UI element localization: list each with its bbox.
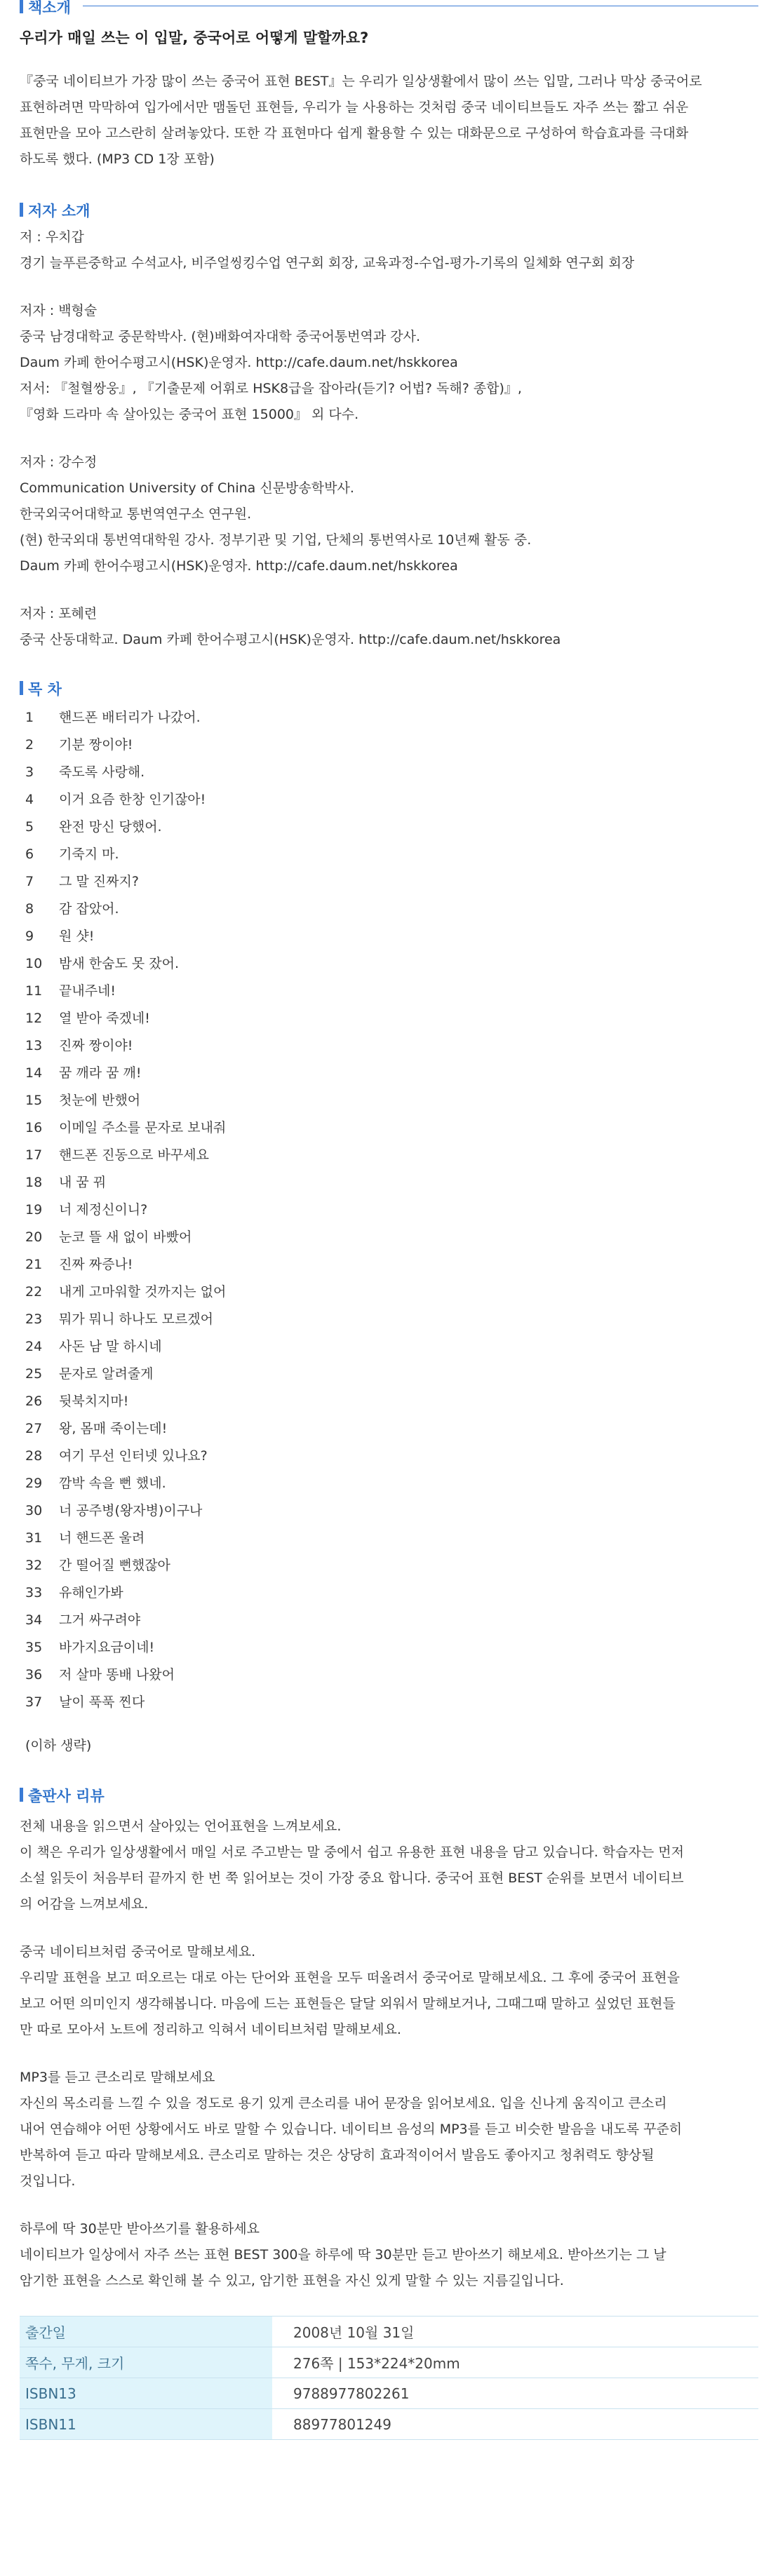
info-row xyxy=(20,2378,758,2409)
section-marker xyxy=(20,681,23,695)
toc-number: 28 xyxy=(25,1448,43,1464)
toc-number: 21 xyxy=(25,1257,43,1272)
toc-title: 내 꿈 꿔 xyxy=(59,1175,107,1190)
toc-number: 33 xyxy=(25,1585,43,1600)
toc-title: 뭐가 뭐니 하나도 모르겠어 xyxy=(59,1311,214,1327)
toc-item xyxy=(25,814,758,841)
toc-item xyxy=(25,1279,758,1306)
toc-item xyxy=(25,1415,758,1443)
toc-item xyxy=(25,1579,758,1607)
review-paragraph xyxy=(20,2065,758,2194)
toc-item xyxy=(25,1552,758,1579)
author-line: Daum 카페 한어수평고시(HSK)운영자. http://cafe.daum.net/hskkorea xyxy=(20,558,458,574)
toc-item xyxy=(25,1251,758,1279)
toc-number: 7 xyxy=(25,874,34,889)
toc-title: 진짜 짱이야! xyxy=(59,1038,133,1053)
author-line: 저자 : 강수정 xyxy=(20,454,98,470)
toc-number: 22 xyxy=(25,1284,43,1300)
toc-title: 날이 푹푹 찐다 xyxy=(59,1694,145,1710)
author-line: 한국외국어대학교 통번역연구소 연구원. xyxy=(20,506,252,522)
author-entry xyxy=(20,450,758,579)
toc-number: 10 xyxy=(25,956,43,971)
section-title: 목 차 xyxy=(28,681,62,698)
toc-item xyxy=(25,1470,758,1497)
review-line: 만 따로 모아서 노트에 정리하고 익혀서 네이티브처럼 말해보세요. xyxy=(20,2022,401,2037)
intro-lead: 우리가 매일 쓰는 이 입말, 중국어로 어떻게 말할까요? xyxy=(20,29,369,46)
toc-title: 이메일 주소를 문자로 보내줘 xyxy=(59,1120,227,1135)
author-line: (현) 한국외대 통번역대학원 강사. 정부기관 및 기업, 단체의 통번역사로 10년째 활동 중. xyxy=(20,532,532,548)
review-heading: 하루에 딱 30분만 받아쓰기를 활용하세요 xyxy=(20,2221,260,2237)
toc-number: 11 xyxy=(25,983,43,999)
toc-item xyxy=(25,1634,758,1661)
toc-number: 6 xyxy=(25,847,34,862)
review-body xyxy=(20,1814,758,2294)
review-line: 우리말 표현을 보고 떠오르는 대로 아는 단어와 표현을 모두 떠올려서 중국어로 말해보세요. 그 후에 중국어 표현을 xyxy=(20,1970,680,1985)
toc-item xyxy=(25,1333,758,1361)
toc-title: 왕, 몸매 죽이는데! xyxy=(59,1421,168,1436)
intro-line: 하도록 했다. (MP3 CD 1장 포함) xyxy=(20,151,215,167)
toc-title: 첫눈에 반했어 xyxy=(59,1093,141,1108)
info-value: 276쪽 | 153*224*20mm xyxy=(272,2347,758,2378)
toc-item xyxy=(25,1443,758,1470)
toc-number: 34 xyxy=(25,1612,43,1628)
toc-title: 바가지요금이네! xyxy=(59,1640,155,1655)
toc-item xyxy=(25,950,758,978)
info-row xyxy=(20,2347,758,2378)
toc-list xyxy=(20,704,758,1716)
toc-item xyxy=(25,759,758,786)
info-row xyxy=(20,2317,758,2347)
toc-number: 24 xyxy=(25,1339,43,1354)
toc-item xyxy=(25,1607,758,1634)
toc-title: 핸드폰 배터리가 나갔어. xyxy=(59,710,201,725)
section-title: 출판사 리뷰 xyxy=(28,1788,105,1805)
toc-number: 16 xyxy=(25,1120,43,1135)
toc-number: 12 xyxy=(25,1011,43,1026)
review-paragraph xyxy=(20,1939,758,2043)
toc-item xyxy=(25,1306,758,1333)
review-heading: MP3를 듣고 큰소리로 말해보세요 xyxy=(20,2070,215,2085)
section-review-header xyxy=(20,1781,758,1805)
toc-number: 26 xyxy=(25,1394,43,1409)
toc-item xyxy=(25,1388,758,1415)
intro-line: 『중국 네이티브가 가장 많이 쓰는 중국어 표현 BEST』는 우리가 일상생활에서 많이 쓰는 입말, 그러나 막상 중국어로 xyxy=(20,74,702,89)
section-marker xyxy=(20,0,23,13)
author-list xyxy=(20,224,758,653)
info-value: 2008년 10월 31일 xyxy=(272,2317,758,2347)
info-label: ISBN11 xyxy=(20,2409,272,2440)
toc-number: 8 xyxy=(25,901,34,917)
toc-title: 너 핸드폰 울려 xyxy=(59,1530,145,1546)
toc-title: 핸드폰 진동으로 바꾸세요 xyxy=(59,1147,209,1163)
toc-title: 열 받아 죽겠네! xyxy=(59,1011,150,1026)
review-line: 네이티브가 일상에서 자주 쓰는 표현 BEST 300을 하루에 딱 30분만 듣고 받아쓰기 해보세요. 받아쓰기는 그 날 xyxy=(20,2247,666,2263)
toc-title: 죽도록 사랑해. xyxy=(59,764,145,780)
toc-title: 뒷북치지마! xyxy=(59,1394,129,1409)
toc-title: 간 떨어질 뻔했잖아 xyxy=(59,1558,170,1573)
intro-body xyxy=(20,69,758,173)
toc-title: 꿈 깨라 꿈 깨! xyxy=(59,1065,142,1081)
review-paragraph xyxy=(20,2216,758,2294)
toc-number: 1 xyxy=(25,710,34,725)
toc-title: 눈코 뜰 새 없이 바빴어 xyxy=(59,1229,192,1245)
toc-title: 저 살마 똥배 나왔어 xyxy=(59,1667,175,1683)
toc-item xyxy=(25,868,758,896)
section-marker xyxy=(20,203,23,217)
intro-line: 표현만을 모아 고스란히 살려놓았다. 또한 각 표현마다 쉽게 활용할 수 있는 대화문으로 구성하여 학습효과를 극대화 xyxy=(20,126,689,141)
toc-number: 31 xyxy=(25,1530,43,1546)
author-line: 저자 : 포혜련 xyxy=(20,606,98,621)
toc-title: 유해인가봐 xyxy=(59,1585,123,1600)
toc-number: 14 xyxy=(25,1065,43,1081)
review-paragraph xyxy=(20,1814,758,1917)
author-line: 중국 남경대학교 중문학박사. (현)배화여자대학 중국어통번역과 강사. xyxy=(20,329,421,344)
review-line: 자신의 목소리를 느낄 수 있을 정도로 용기 있게 큰소리를 내어 문장을 읽어보세요. 입을 신나게 움직이고 큰소리 xyxy=(20,2096,667,2111)
toc-item xyxy=(25,1005,758,1032)
author-line: 저서: 『철혈쌍웅』, 『기출문제 어휘로 HSK8급을 잡아라(듣기? 어법? 독해? 종합)』, xyxy=(20,381,522,396)
section-toc-header xyxy=(20,675,758,699)
toc-number: 2 xyxy=(25,737,34,753)
toc-title: 진짜 짜증나! xyxy=(59,1257,133,1272)
author-line: 『영화 드라마 속 살아있는 중국어 표현 15000』 외 다수. xyxy=(20,407,359,422)
toc-title: 너 공주병(왕자병)이구나 xyxy=(59,1503,203,1518)
toc-number: 9 xyxy=(25,929,34,944)
toc-item xyxy=(25,1497,758,1525)
review-line: 암기한 표현을 스스로 확인해 볼 수 있고, 암기한 표현을 자신 있게 말할 수 있는 지름길입니다. xyxy=(20,2273,564,2288)
toc-title: 이거 요즘 한창 인기잖아! xyxy=(59,792,206,807)
info-row xyxy=(20,2409,758,2440)
toc-item xyxy=(25,786,758,814)
intro-line: 표현하려면 막막하여 입가에서만 맴돌던 표현들, 우리가 늘 사용하는 것처럼 중국 네이티브들도 자주 쓰는 짧고 쉬운 xyxy=(20,100,689,115)
author-entry xyxy=(20,601,758,653)
author-line: 경기 늘푸른중학교 수석교사, 비주얼씽킹수업 연구회 회장, 교육과정-수업-평가-기록의 일체화 연구회 회장 xyxy=(20,255,635,271)
toc-title: 감 잡았어. xyxy=(59,901,119,917)
toc-number: 18 xyxy=(25,1175,43,1190)
toc-title: 완전 망신 당했어. xyxy=(59,819,162,835)
toc-title: 깜박 속을 뻔 했네. xyxy=(59,1476,166,1491)
review-line: 의 어감을 느껴보세요. xyxy=(20,1896,149,1912)
author-line: 저자 : 백형술 xyxy=(20,303,98,318)
review-line: 것입니다. xyxy=(20,2173,76,2189)
toc-item xyxy=(25,1661,758,1689)
toc-item xyxy=(25,1196,758,1224)
toc-item xyxy=(25,704,758,731)
toc-number: 32 xyxy=(25,1558,43,1573)
section-title: 책소개 xyxy=(28,0,71,16)
toc-number: 37 xyxy=(25,1694,43,1710)
toc-number: 13 xyxy=(25,1038,43,1053)
author-entry xyxy=(20,298,758,428)
toc-number: 27 xyxy=(25,1421,43,1436)
toc-title: 기분 짱이야! xyxy=(59,737,133,753)
toc-number: 30 xyxy=(25,1503,43,1518)
info-value: 9788977802261 xyxy=(272,2378,758,2409)
toc-title: 여기 무선 인터넷 있나요? xyxy=(59,1448,208,1464)
author-line: Daum 카페 한어수평고시(HSK)운영자. http://cafe.daum.net/hskkorea xyxy=(20,355,458,370)
toc-number: 3 xyxy=(25,764,34,780)
toc-item xyxy=(25,1142,758,1169)
toc-item xyxy=(25,1525,758,1552)
toc-number: 20 xyxy=(25,1229,43,1245)
toc-title: 원 샷! xyxy=(59,929,95,944)
toc-number: 15 xyxy=(25,1093,43,1108)
review-line: 이 책은 우리가 일상생활에서 매일 서로 주고받는 말 중에서 쉽고 유용한 표현 내용을 담고 있습니다. 학습자는 먼저 xyxy=(20,1845,684,1860)
review-line: 내어 연습해야 어떤 상황에서도 바로 말할 수 있습니다. 네이티브 음성의 MP3를 듣고 비슷한 발음을 내도록 꾸준히 xyxy=(20,2122,683,2137)
toc-item xyxy=(25,1032,758,1060)
author-entry xyxy=(20,224,758,276)
author-line: 중국 산동대학교. Daum 카페 한어수평고시(HSK)운영자. http://cafe.daum.net/hskkorea xyxy=(20,632,561,647)
toc-title: 그 말 진짜지? xyxy=(59,874,139,889)
info-label: ISBN13 xyxy=(20,2378,272,2409)
toc-item xyxy=(25,1169,758,1196)
author-line: 저 : 우치갑 xyxy=(20,229,84,245)
review-heading: 중국 네이티브처럼 중국어로 말해보세요. xyxy=(20,1944,256,1960)
toc-item xyxy=(25,896,758,923)
toc-ellipsis: (이하 생략) xyxy=(25,1738,92,1753)
info-label: 출간일 xyxy=(20,2317,272,2347)
toc-item xyxy=(25,1060,758,1087)
author-line: Communication University of China 신문방송학박사. xyxy=(20,480,354,496)
toc-number: 35 xyxy=(25,1640,43,1655)
review-line: 소설 읽듯이 처음부터 끝까지 한 번 쭉 읽어보는 것이 가장 중요 합니다. 중국어 표현 BEST 순위를 보면서 네이티브 xyxy=(20,1870,684,1886)
section-author-header xyxy=(20,196,758,220)
section-title: 저자 소개 xyxy=(28,203,90,220)
toc-number: 23 xyxy=(25,1311,43,1327)
info-label: 쪽수, 무게, 크기 xyxy=(20,2347,272,2378)
review-line: 반복하여 듣고 따라 말해보세요. 큰소리로 말하는 것은 상당히 효과적이어서 발음도 좋아지고 청취력도 향상될 xyxy=(20,2147,655,2163)
toc-item xyxy=(25,1224,758,1251)
section-marker xyxy=(20,1788,23,1802)
toc-number: 25 xyxy=(25,1366,43,1382)
toc-title: 밤새 한숨도 못 잤어. xyxy=(59,956,179,971)
toc-title: 그거 싸구려야 xyxy=(59,1612,141,1628)
toc-title: 사돈 남 말 하시네 xyxy=(59,1339,162,1354)
toc-number: 4 xyxy=(25,792,34,807)
toc-item xyxy=(25,841,758,868)
toc-number: 36 xyxy=(25,1667,43,1683)
review-heading: 전체 내용을 읽으면서 살아있는 언어표현을 느껴보세요. xyxy=(20,1819,342,1834)
toc-number: 29 xyxy=(25,1476,43,1491)
toc-number: 19 xyxy=(25,1202,43,1218)
review-line: 보고 어떤 의미인지 생각해봅니다. 마음에 드는 표현들은 달달 외워서 말해보거나, 그때그때 말하고 싶었던 표현들 xyxy=(20,1996,676,2011)
toc-number: 17 xyxy=(25,1147,43,1163)
toc-number: 5 xyxy=(25,819,34,835)
section-intro-header xyxy=(20,0,758,17)
toc-title: 기죽지 마. xyxy=(59,847,119,862)
info-value: 88977801249 xyxy=(272,2409,758,2440)
toc-item xyxy=(25,978,758,1005)
toc-item xyxy=(25,1689,758,1716)
toc-item xyxy=(25,1361,758,1388)
toc-item xyxy=(25,731,758,759)
toc-title: 내게 고마워할 것까지는 없어 xyxy=(59,1284,227,1300)
book-info-table xyxy=(20,2316,758,2440)
toc-item xyxy=(25,1114,758,1142)
toc-title: 끝내주네! xyxy=(59,983,116,999)
toc-item xyxy=(25,923,758,950)
toc-title: 문자로 알려줄게 xyxy=(59,1366,154,1382)
toc-title: 너 제정신이니? xyxy=(59,1202,148,1218)
toc-item xyxy=(25,1087,758,1114)
